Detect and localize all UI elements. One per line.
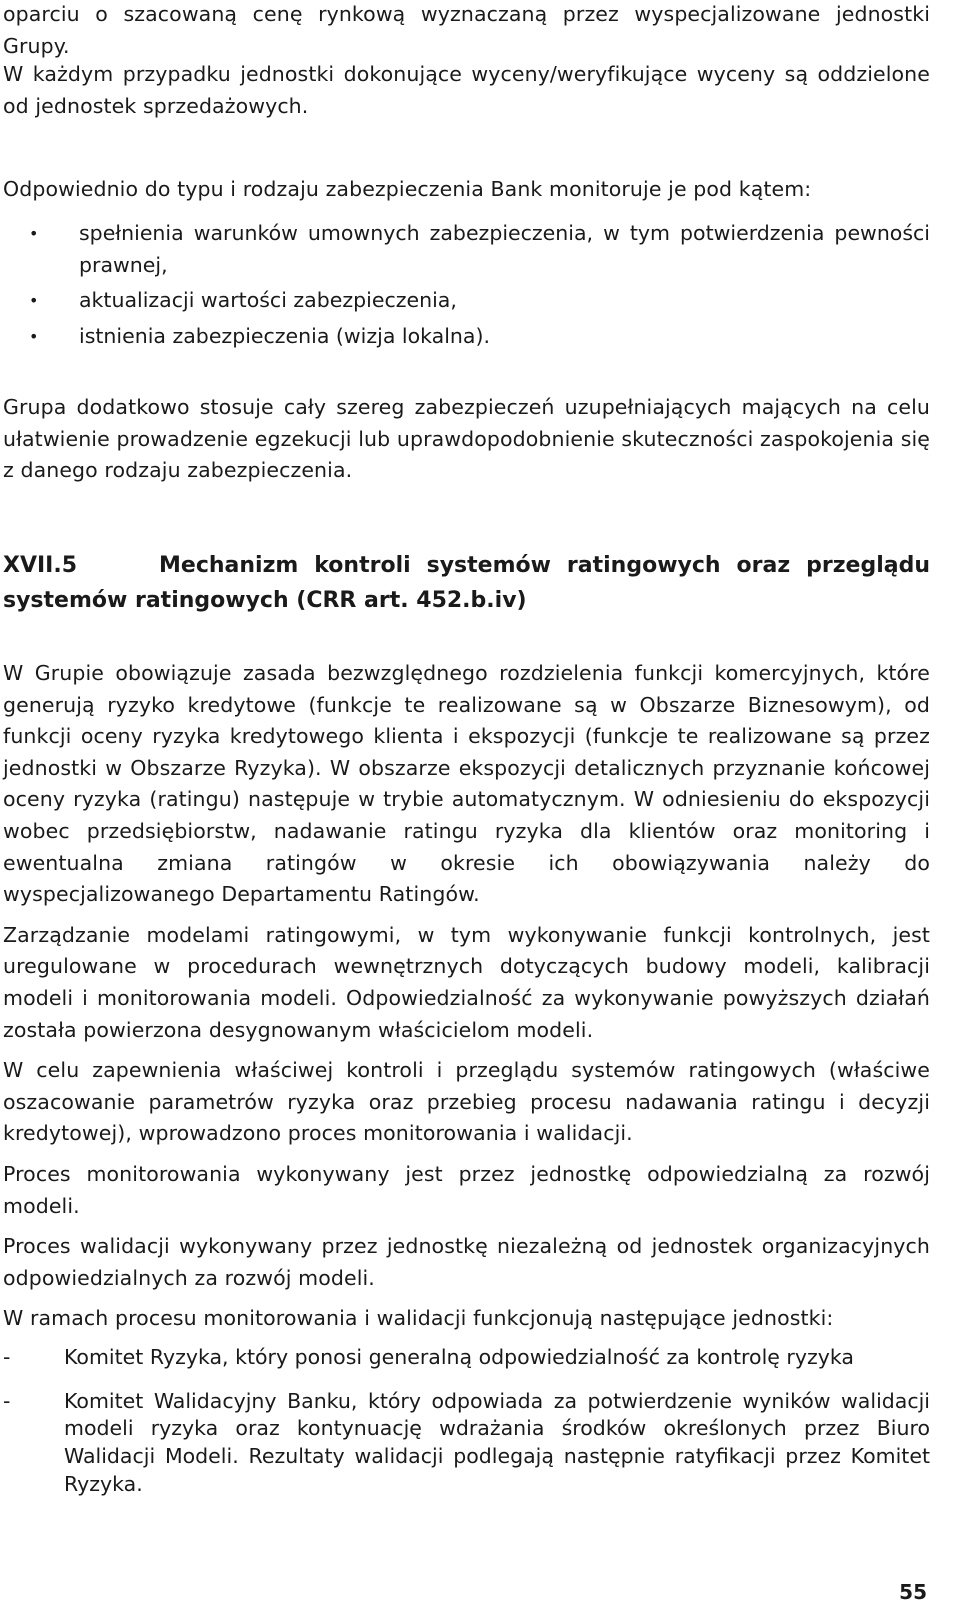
dash-list-item	[3, 1388, 930, 1499]
section-paragraph: W Grupie obowiązuje zasada bezwzględnego rozdzielenia funkcji komercyjnych, które generują ryzyko kredytowe (funkcje te realizowane są w Obszarze Biznesowym), od funkcji oceny ryzyka kredytowego klienta i ekspozycji (funkcje te realizowane są przez jednostki w Obszarze Ryzyka). W obszarze ekspozycji detalicznych przyznanie końcowej oceny ryzyka (ratingu) następuje w trybie automatycznym. W odniesieniu do ekspozycji wobec przedsiębiorstw, nadawanie ratingu ryzyka dla klientów oraz monitoring i ewentualna zmiana ratingów w okresie ich obowiązywania należy do wyspecjalizowanego Departamentu Ratingów.	[3, 661, 930, 907]
bullet-item-text: aktualizacji wartości zabezpieczenia,	[79, 288, 457, 313]
units-dash-list	[3, 1344, 930, 1499]
bullet-item-text: istnienia zabezpieczenia (wizja lokalna).	[79, 323, 490, 348]
bullet-icon: •	[29, 291, 39, 311]
dash-marker: -	[3, 1388, 11, 1413]
section-heading	[3, 548, 930, 618]
section-paragraph: Proces walidacji wykonywany przez jednostkę niezależną od jednostek organizacyjnych odpowiedzialnych za rozwój modeli.	[3, 1234, 930, 1290]
section-number: XVII.5	[3, 553, 78, 578]
monitoring-intro-paragraph: Odpowiednio do typu i rodzaju zabezpieczenia Bank monitoruje je pod kątem:	[3, 177, 812, 201]
dash-item-text: Komitet Ryzyka, który ponosi generalną odpowiedzialność za kontrolę ryzyka	[64, 1344, 854, 1369]
bullet-item	[3, 285, 930, 317]
bullet-item-text: spełnienia warunków umownych zabezpieczenia, w tym potwierdzenia pewności prawnej,	[79, 221, 930, 277]
bullet-icon: •	[29, 326, 39, 346]
bullet-icon: •	[29, 224, 39, 243]
intro-paragraph-continued: oparciu o szacowaną cenę rynkową wyznaczaną przez wyspecjalizowane jednostki Grupy.	[3, 2, 930, 58]
section-paragraph: W celu zapewnienia właściwej kontroli i przeglądu systemów ratingowych (właściwe oszacowanie parametrów ryzyka oraz przebieg procesu nadawania ratingu i decyzji kredytowej), wprowadzono proces monitorowania i walidacji.	[3, 1058, 930, 1146]
section-paragraph: Zarządzanie modelami ratingowymi, w tym wykonywanie funkcji kontrolnych, jest uregulowane w procedurach wewnętrznych dotyczących budowy modeli, kalibracji modeli i monitorowania modeli. Odpowiedzialność za wykonywanie powyższych działań została powierzona desygnowanym właścicielom modeli.	[3, 922, 930, 1042]
section-body	[3, 658, 930, 1499]
intro-paragraph-separation: W każdym przypadku jednostki dokonujące wyceny/weryfikujące wyceny są oddzielone od jednostek sprzedażowych.	[3, 62, 930, 118]
additional-collateral-paragraph: Grupa dodatkowo stosuje cały szereg zabezpieczeń uzupełniających mających na celu ułatwienie prowadzenie egzekucji lub uprawdopodobnienie skuteczności zaspokojenia się z danego rodzaju zabezpieczenia.	[3, 395, 930, 483]
dash-marker: -	[3, 1344, 11, 1369]
dash-list-item	[3, 1344, 930, 1372]
section-paragraph: W ramach procesu monitorowania i walidacji funkcjonują następujące jednostki:	[3, 1306, 834, 1331]
monitoring-bullet-list	[3, 218, 930, 352]
bullet-item	[3, 321, 930, 353]
bullet-item	[3, 218, 930, 281]
dash-item-text: Komitet Walidacyjny Banku, który odpowiada za potwierdzenie wyników walidacji modeli ryzyka oraz kontynuację wdrażania środków określonych przez Biuro Walidacji Modeli. Rezultaty walidacji podlegają następnie ratyfikacji przez Komitet Ryzyka.	[64, 1388, 930, 1497]
section-paragraph: Proces monitorowania wykonywany jest przez jednostkę odpowiedzialną za rozwój modeli.	[3, 1161, 930, 1218]
section-title: Mechanizm kontroli systemów ratingowych oraz przeglądu systemów ratingowych (CRR art. 452.b.iv)	[3, 553, 930, 613]
page-number: 55	[899, 1580, 927, 1604]
